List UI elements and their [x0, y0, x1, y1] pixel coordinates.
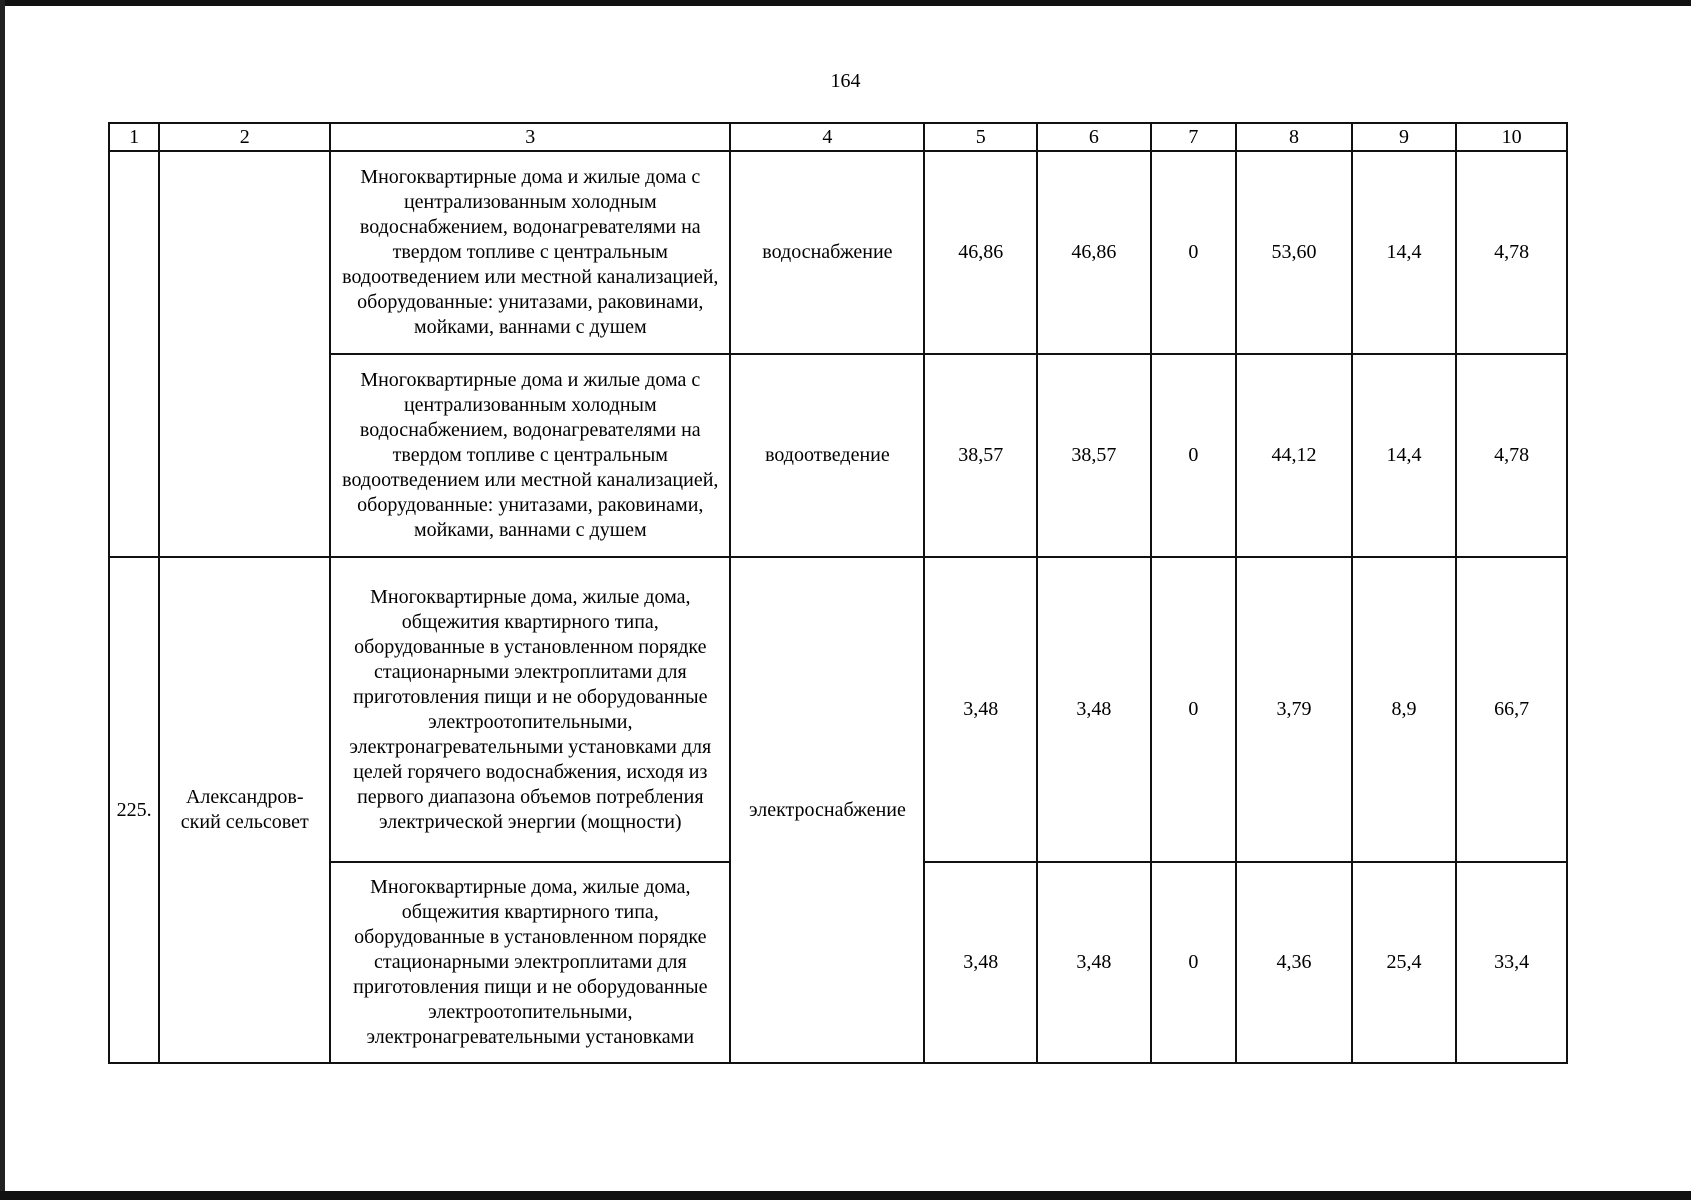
value-cell: 0: [1151, 151, 1236, 354]
scan-edge-left: [0, 0, 5, 1200]
description-cell: Многоквартирные дома и жилые дома с централизованным холодным водоснабжением, водонагревателями на твердом топливе с центральным водоотведением или местной канализацией, оборудованные: унитазами, раковинами, мойками, ваннами с душем: [330, 151, 730, 354]
service-cell: водоотведение: [730, 354, 924, 557]
header-cell: 1: [109, 123, 159, 151]
row-number-cell: [109, 151, 159, 557]
header-cell: 8: [1236, 123, 1352, 151]
table-row: [109, 557, 1567, 862]
description-cell: Многоквартирные дома, жилые дома, общежития квартирного типа, оборудованные в установленном порядке стационарными электроплитами для приготовления пищи и не оборудованные электроотопительными, электронагревательными установками: [330, 862, 730, 1063]
header-cell: 10: [1456, 123, 1567, 151]
value-cell: 44,12: [1236, 354, 1352, 557]
value-cell: 25,4: [1352, 862, 1457, 1063]
value-cell: 4,78: [1456, 151, 1567, 354]
value-cell: 53,60: [1236, 151, 1352, 354]
page-number: 164: [830, 70, 861, 92]
header-row: [109, 123, 1567, 151]
value-cell: 3,48: [1037, 557, 1151, 862]
description-cell: Многоквартирные дома, жилые дома, общежития квартирного типа, оборудованные в установленном порядке стационарными электроплитами для приготовления пищи и не оборудованные электроотопительными, электронагревательными установками для целей горячего водоснабжения, исходя из первого диапазона объемов потребления электрической энергии (мощности): [330, 557, 730, 862]
value-cell: 4,78: [1456, 354, 1567, 557]
tariff-table: [108, 122, 1568, 1064]
header-cell: 3: [330, 123, 730, 151]
value-cell: 0: [1151, 557, 1236, 862]
value-cell: 3,48: [924, 862, 1037, 1063]
value-cell: 3,48: [924, 557, 1037, 862]
value-cell: 4,36: [1236, 862, 1352, 1063]
header-cell: 6: [1037, 123, 1151, 151]
value-cell: 46,86: [924, 151, 1037, 354]
value-cell: 14,4: [1352, 354, 1457, 557]
value-cell: 0: [1151, 862, 1236, 1063]
service-cell: водоснабжение: [730, 151, 924, 354]
value-cell: 46,86: [1037, 151, 1151, 354]
header-cell: 7: [1151, 123, 1236, 151]
value-cell: 3,48: [1037, 862, 1151, 1063]
value-cell: 38,57: [1037, 354, 1151, 557]
region-cell: [159, 151, 330, 557]
value-cell: 3,79: [1236, 557, 1352, 862]
value-cell: 38,57: [924, 354, 1037, 557]
value-cell: 14,4: [1352, 151, 1457, 354]
header-cell: 2: [159, 123, 330, 151]
row-number-cell: 225.: [109, 557, 159, 1063]
header-cell: 9: [1352, 123, 1457, 151]
region-cell: Александров-ский сельсовет: [159, 557, 330, 1063]
table-row: [109, 151, 1567, 354]
scan-edge-top: [0, 0, 1691, 6]
value-cell: 33,4: [1456, 862, 1567, 1063]
header-cell: 5: [924, 123, 1037, 151]
description-cell: Многоквартирные дома и жилые дома с централизованным холодным водоснабжением, водонагревателями на твердом топливе с центральным водоотведением или местной канализацией, оборудованные: унитазами, раковинами, мойками, ваннами с душем: [330, 354, 730, 557]
value-cell: 0: [1151, 354, 1236, 557]
value-cell: 8,9: [1352, 557, 1457, 862]
scan-edge-bottom: [0, 1191, 1691, 1200]
service-cell: электроснабжение: [730, 557, 924, 1063]
header-cell: 4: [730, 123, 924, 151]
value-cell: 66,7: [1456, 557, 1567, 862]
